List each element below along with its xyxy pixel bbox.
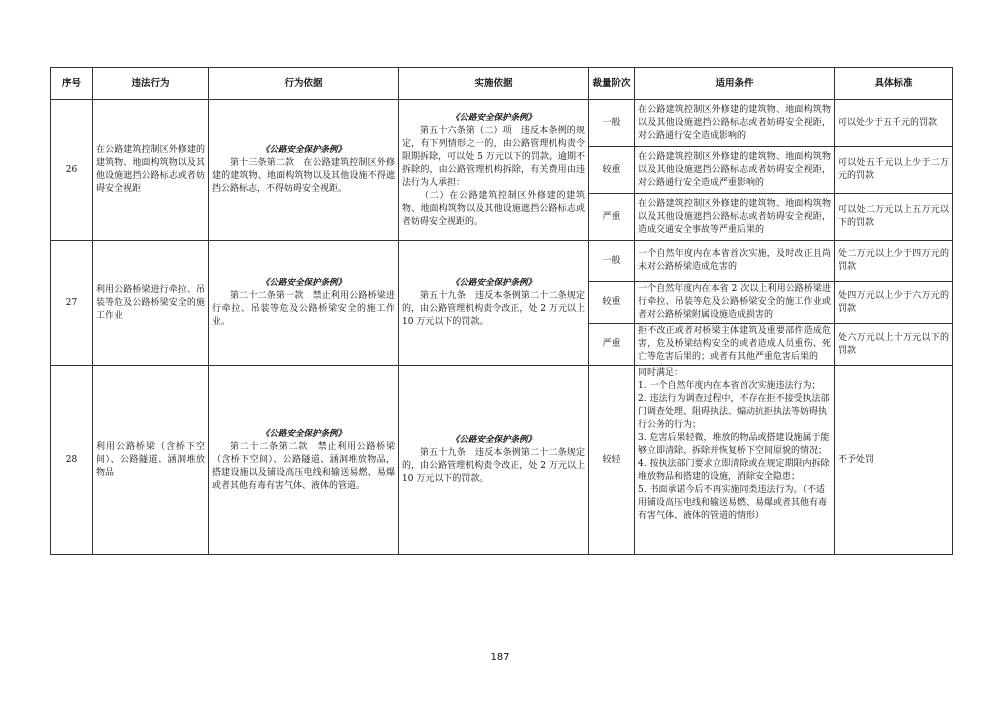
- header-cond: 适用条件: [635, 68, 835, 100]
- header-impl: 实施依据: [399, 68, 589, 100]
- header-basis: 行为依据: [209, 68, 399, 100]
- row-no: 27: [51, 241, 93, 366]
- condition-line: 5. 书面承诺今后不再实施同类违法行为。（不适用铺设高压电线和输送易燃、易爆或者其他有毒有害气体、液体的管道的情形）: [638, 485, 828, 521]
- basis-text: 第二十二条第一款 禁止利用公路桥梁进行牵拉、吊装等危及公路桥梁安全的施工作业。: [212, 291, 395, 327]
- condition-line: 1. 一个自然年度内在本省首次实施违法行为；: [638, 381, 821, 391]
- standard-cell: 处六万元以上十万元以下的罚款: [835, 324, 953, 366]
- standard-cell: 处四万元以上少于六万元的罚款: [835, 282, 953, 324]
- basis-text: 第十三条第二款 在公路建筑控制区外修建的建筑物、地面构筑物以及其他设施不得遮挡公路标志，不得妨碍安全视距。: [212, 158, 395, 194]
- impl-text: 第五十九条 违反本条例第二十二条规定的，由公路管理机构责令改正，处 2 万元以上 10 万元以下的罚款。: [402, 448, 585, 484]
- condition-line: 3. 危害后果轻微，堆放的物品或搭建设施属于能够立即清除、拆除并恢复桥下空间原貌的情况；: [638, 433, 830, 456]
- standard-cell: 可以处五千元以上少于二万元的罚款: [835, 147, 953, 194]
- condition-cell: 拒不改正或者对桥梁主体建筑及重要部件造成危害，危及桥梁结构安全的或者造成人员重伤、死亡等危害后果的；或者有其他严重危害后果的: [635, 324, 835, 366]
- row-violation: 利用公路桥梁进行牵拉、吊装等危及公路桥梁安全的施工作业: [93, 241, 209, 366]
- row-no: 26: [51, 100, 93, 241]
- level-cell: 一般: [589, 100, 635, 147]
- row-basis: [209, 241, 399, 366]
- standard-cell: 不予处罚: [835, 366, 953, 555]
- level-cell: 严重: [589, 324, 635, 366]
- table-row: [51, 100, 953, 147]
- condition-line: 4. 按执法部门要求立即清除或在规定期限内拆除堆放物品和搭建的设施，消除安全隐患；: [638, 459, 830, 482]
- basis-law-title: 《公路安全保护条例》: [260, 428, 346, 439]
- header-violation: 违法行为: [93, 68, 209, 100]
- penalty-discretion-table: [50, 67, 953, 555]
- condition-cell: 在公路建筑控制区外修建的建筑物、地面构筑物以及其他设施遮挡公路标志或者妨碍安全视距，对公路通行安全造成严重影响的: [635, 147, 835, 194]
- row-no: 28: [51, 366, 93, 555]
- standard-cell: 可以处少于五千元的罚款: [835, 100, 953, 147]
- row-impl: [399, 241, 589, 366]
- impl-law-title: 《公路安全保护条例》: [450, 435, 536, 445]
- condition-cell: 在公路建筑控制区外修建的建筑物、地面构筑物以及其他设施遮挡公路标志或者妨碍安全视距，对公路通行安全造成影响的: [635, 100, 835, 147]
- page-number: 187: [490, 652, 510, 663]
- table-header-row: [51, 68, 953, 100]
- row-impl: [399, 100, 589, 241]
- impl-text-item: （二）在公路建筑控制区外修建的建筑物、地面构筑物以及其他设施遮挡公路标志或者妨碍安全视距的。: [402, 190, 585, 227]
- condition-cell: 在公路建筑控制区外修建的建筑物、地面构筑物以及其他设施遮挡公路标志或者妨碍安全视距，造成交通安全事故等严重后果的: [635, 194, 835, 241]
- level-cell: 较重: [589, 282, 635, 324]
- basis-law-title: 《公路安全保护条例》: [260, 278, 346, 288]
- condition-cell: [635, 366, 835, 555]
- header-std: 具体标准: [835, 68, 953, 100]
- table-row: [51, 241, 953, 282]
- basis-law-title: 《公路安全保护条例》: [260, 145, 346, 155]
- impl-law-title: 《公路安全保护条例》: [450, 278, 536, 288]
- row-violation: 利用公路桥梁（含桥下空间）、公路隧道、涵洞堆放物品: [93, 366, 209, 555]
- header-level: 裁量阶次: [589, 68, 635, 100]
- row-basis: [209, 100, 399, 241]
- row-violation: 在公路建筑控制区外修建的建筑物、地面构筑物以及其他设施遮挡公路标志或者妨碍安全视距: [93, 100, 209, 241]
- condition-cell: 一个自然年度内在本省 2 次以上利用公路桥梁进行牵拉、吊装等危及公路桥梁安全的施工作业或者对公路桥梁附属设施造成损害的: [635, 282, 835, 324]
- row-impl: [399, 366, 589, 555]
- table-row: [51, 366, 953, 555]
- header-no: 序号: [51, 68, 93, 100]
- condition-cell: 一个自然年度内在本省首次实施，及时改正且尚未对公路桥梁造成危害的: [635, 241, 835, 282]
- level-cell: 严重: [589, 194, 635, 241]
- level-cell: 较轻: [589, 366, 635, 555]
- condition-line: 2. 违法行为调查过程中，不存在拒不接受执法部门调查处理、阻碍执法、煽动抗拒执法等妨碍执行公务的行为；: [638, 394, 830, 430]
- impl-text: 第五十六条第（二）项 违反本条例的规定，有下列情形之一的，由公路管理机构责令限期拆除，可以处 5 万元以下的罚款。逾期不拆除的，由公路管理机构拆除，有关费用由违法行为人承担：: [402, 125, 585, 188]
- impl-law-title: 《公路安全保护条例》: [450, 112, 536, 123]
- standard-cell: 可以处二万元以上五万元以下的罚款: [835, 194, 953, 241]
- condition-line: 同时满足：: [638, 368, 684, 378]
- level-cell: 较重: [589, 147, 635, 194]
- standard-cell: 处二万元以上少于四万元的罚款: [835, 241, 953, 282]
- impl-text: 第五十九条 违反本条例第二十二条规定的，由公路管理机构责令改正，处 2 万元以上 10 万元以下的罚款。: [402, 291, 585, 327]
- level-cell: 一般: [589, 241, 635, 282]
- basis-text: 第二十二条第二款 禁止利用公路桥梁（含桥下空间）、公路隧道、涵洞堆放物品，搭建设施以及铺设高压电线和输送易燃、易爆或者其他有毒有害气体、液体的管道。: [212, 441, 395, 491]
- row-basis: [209, 366, 399, 555]
